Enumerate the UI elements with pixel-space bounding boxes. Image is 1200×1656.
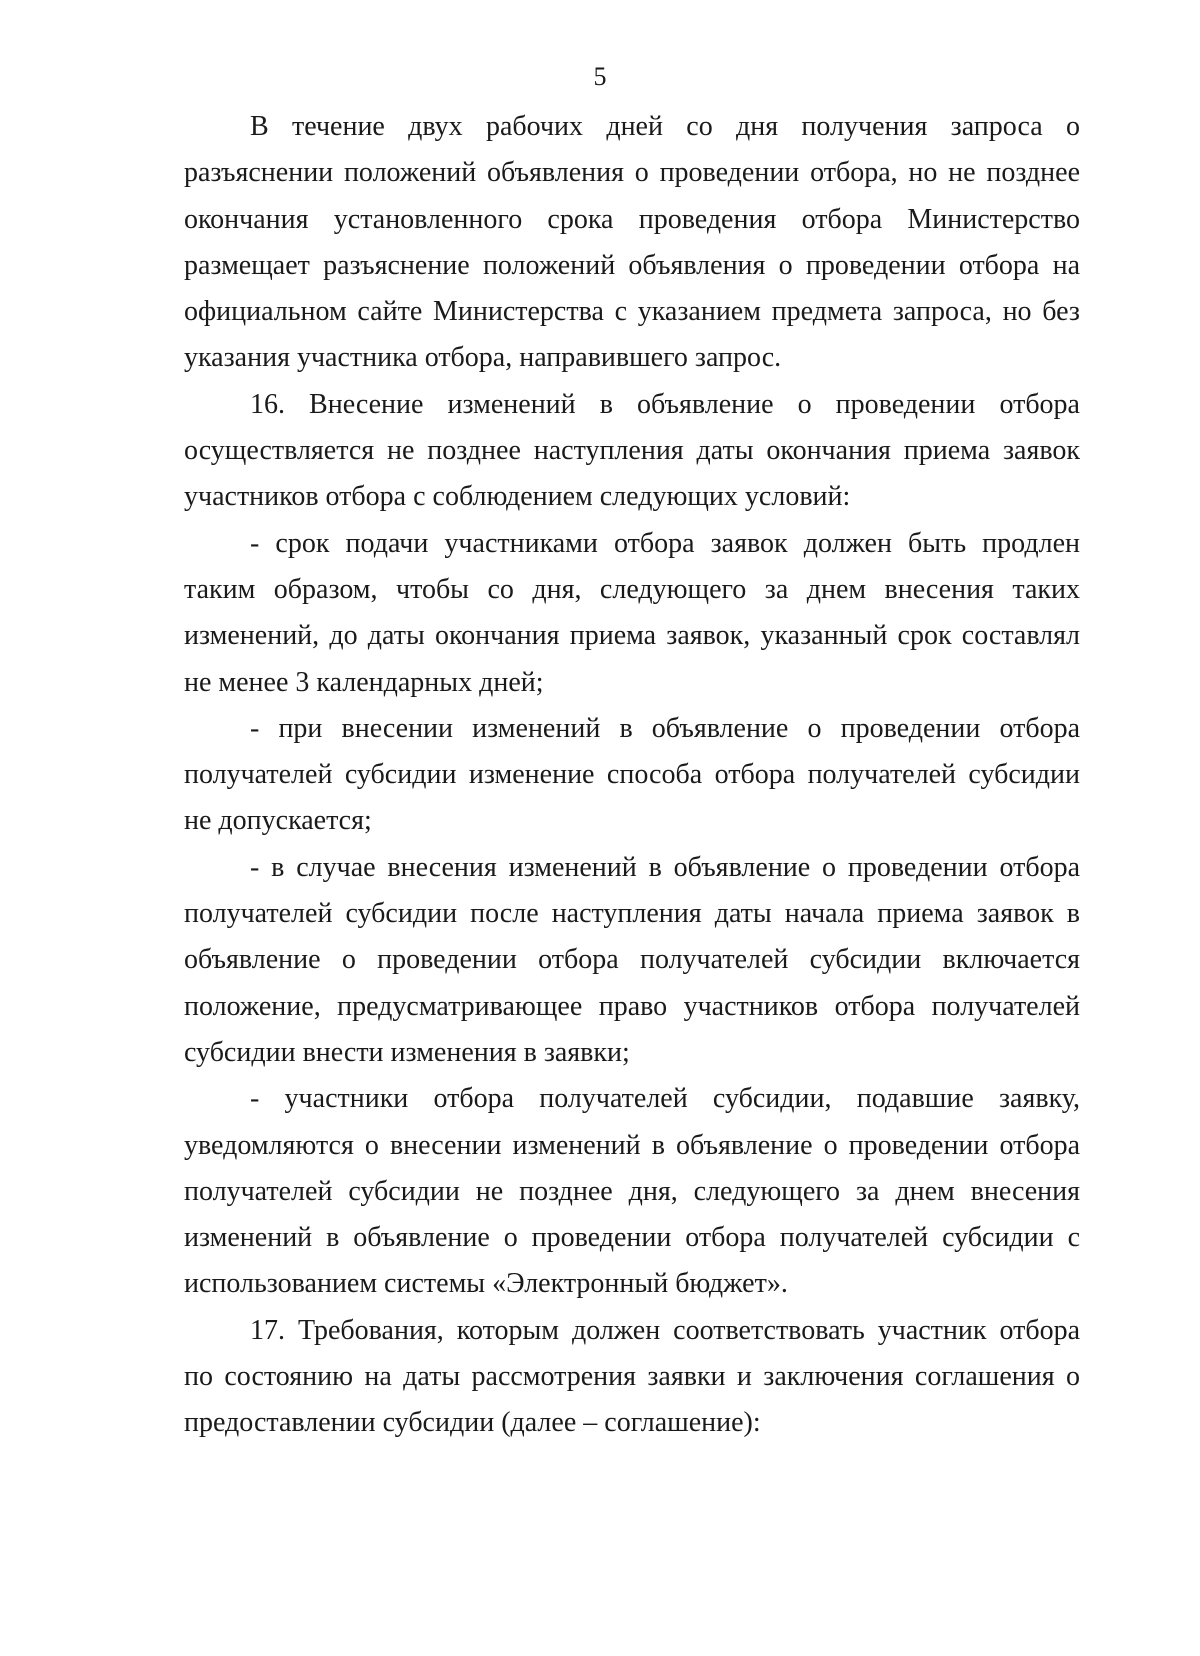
paragraph-selection-method: - при внесении изменений в объявление о проведении отбора получателей субсидии изменение способа отбора получателей субсидии не допускается;: [184, 712, 1080, 837]
paragraph-participant-notification: - участники отбора получателей субсидии, подавшие заявку, уведомляются о внесении изменений в объявление о проведении отбора получателей субсидии не позднее дня, следующего за днем внесения изменений в объявление о проведении отбора получателей субсидии с использованием системы «Электронный бюджет».: [184, 1083, 1080, 1300]
paragraph-16-changes: 16. Внесение изменений в объявление о проведении отбора осуществляется не позднее наступления даты окончания приема заявок участников отбора с соблюдением следующих условий:: [184, 388, 1080, 513]
page-number: 5: [593, 62, 607, 91]
paragraph-deadline-extension: - срок подачи участниками отбора заявок должен быть продлен таким образом, чтобы со дня, следующего за днем внесения таких изменений, до даты окончания приема заявок, указанный срок составлял не менее 3 календарных дней;: [184, 527, 1080, 698]
paragraph-application-changes: - в случае внесения изменений в объявление о проведении отбора получателей субсидии после наступления даты начала приема заявок в объявление о проведении отбора получателей субсидии включается положение, предусматривающее право участников отбора получателей субсидии внести изменения в заявки;: [184, 851, 1080, 1068]
paragraph-clarification-placement: В течение двух рабочих дней со дня получения запроса о разъяснении положений объявления о проведении отбора, но не позднее окончания установленного срока проведения отбора Министерство размещает разъяснение положений объявления о проведении отбора на официальном сайте Министерства с указанием предмета запроса, но без указания участника отбора, направившего запрос.: [184, 111, 1080, 374]
document-body: [184, 104, 1080, 1447]
paragraph-17-requirements: 17. Требования, которым должен соответствовать участник отбора по состоянию на даты рассмотрения заявки и заключения соглашения о предоставлении субсидии (далее – соглашение):: [184, 1314, 1080, 1439]
